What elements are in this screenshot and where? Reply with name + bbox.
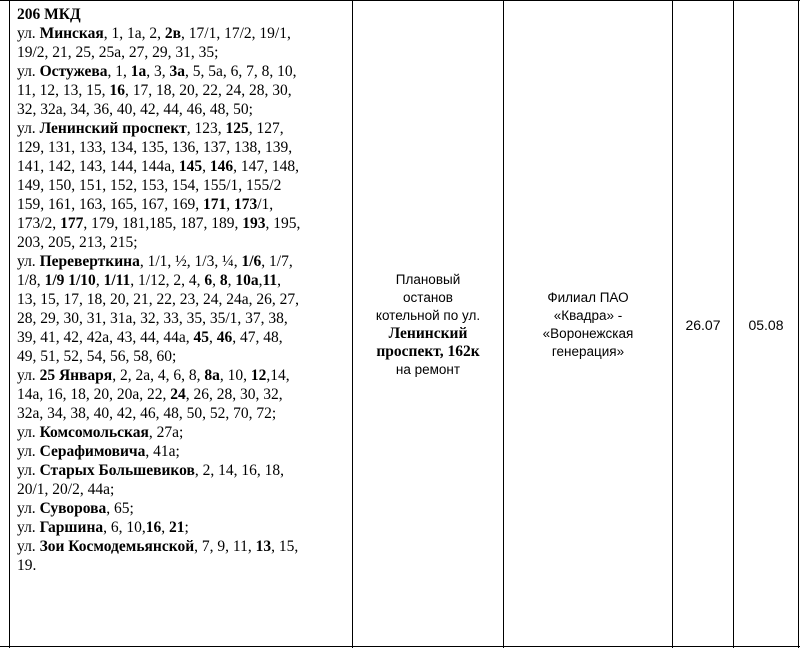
address-bold-part: 6 — [204, 272, 213, 289]
address-line — [17, 271, 352, 290]
address-line — [17, 138, 352, 157]
address-bold-part: 21 — [169, 519, 185, 536]
address-text-part: 129, 131, 133, 134, 135, 136, 137, 138, 139, — [17, 139, 293, 156]
address-text-part: ул. — [17, 462, 40, 479]
address-line — [17, 461, 352, 480]
organization-name: Филиал ПАО — [547, 289, 629, 305]
address-line — [17, 423, 352, 442]
address-bold-part: Минская — [39, 25, 104, 42]
address-bold-part: 8 — [219, 272, 228, 289]
organization-name: «Воронежская — [542, 325, 634, 341]
address-line — [17, 157, 352, 176]
address-text-part: 19/2, 21, 25, 25а, 27, 29, 31, 35; — [17, 44, 219, 61]
address-bold-part: Старых Большевиков — [39, 462, 195, 479]
address-bold-part: 11 — [262, 272, 278, 289]
address-line — [17, 43, 352, 62]
address-text-part: , 15, — [271, 538, 299, 555]
address-line — [17, 233, 352, 252]
address-bold-part: Комсомольская — [39, 424, 149, 441]
reason-text: котельной по ул. — [375, 307, 481, 323]
address-line — [17, 556, 352, 575]
address-text-part: , 1, — [107, 63, 131, 80]
address-line — [17, 5, 352, 24]
address-text-part: 49, 51, 52, 54, 56, 58, 60; — [17, 348, 177, 365]
address-bold-part: 2в — [164, 25, 182, 42]
reason-street: проспект, 162к — [376, 342, 480, 360]
address-text-part: 159, 161, 163, 165, 167, 169, — [17, 196, 203, 213]
address-text-part: , — [258, 272, 263, 289]
address-bold-part: 125 — [225, 120, 249, 137]
address-text-part: , 127, — [248, 120, 284, 137]
address-text-part: 14а, 16, 18, 20, 20а, 22, — [17, 386, 171, 403]
address-text-part: ул. — [17, 253, 40, 270]
address-text-part: , — [202, 158, 210, 175]
address-bold-part: 146 — [209, 158, 234, 175]
address-text-part: , 2, 14, 16, 18, — [194, 462, 284, 479]
address-bold-part: 45 — [193, 329, 210, 346]
address-text-part: , — [227, 272, 236, 289]
address-bold-part: Остужева — [39, 63, 108, 80]
address-text-part: ул. — [17, 25, 40, 42]
address-bold-part: 8а — [204, 367, 220, 384]
address-text-part: , 17/1, 17/2, 19/1, — [181, 25, 291, 42]
address-line — [17, 119, 352, 138]
address-text-part: , — [161, 519, 170, 536]
address-text-part: , 1/12, 2, 4, — [130, 272, 205, 289]
address-text-part: 173/2, — [17, 215, 61, 232]
address-text-part: , 179, 181,185, 187, 189, — [83, 215, 243, 232]
address-text-part: ул. — [17, 424, 40, 441]
address-bold-part: 193 — [242, 215, 266, 232]
address-text-part: ул. — [17, 367, 40, 384]
address-text-part: , 1/7, — [261, 253, 293, 270]
address-text-part: ,14, — [266, 367, 290, 384]
address-bold-part: 16 — [109, 82, 125, 99]
address-text-part: , 41а; — [145, 443, 180, 460]
address-bold-part: 1/11 — [103, 272, 131, 289]
address-bold-part: 1/9 — [44, 272, 65, 289]
address-text-part: , — [277, 272, 281, 289]
address-line — [17, 518, 352, 537]
address-bold-part: 10а — [235, 272, 259, 289]
address-text-part: , 47, 48, — [232, 329, 283, 346]
address-line — [17, 442, 352, 461]
address-bold-part: 25 Января — [39, 367, 113, 384]
address-bold-part: Гаршина — [39, 519, 104, 536]
reason-text: останов — [403, 289, 453, 305]
address-bold-part: 177 — [60, 215, 84, 232]
address-text-part: ул. — [17, 538, 40, 555]
address-bold-part: 12 — [250, 367, 267, 384]
address-bold-part: 24 — [170, 386, 186, 403]
table-border-right — [798, 1, 799, 648]
address-line — [17, 81, 352, 100]
address-text-part: , 6, 10, — [103, 519, 146, 536]
address-bold-part: 1/10 — [68, 272, 96, 289]
address-text-part: , 2, 2а, 4, 6, 8, — [112, 367, 205, 384]
address-text-part: 141, 142, 143, 144, 144а, — [17, 158, 179, 175]
address-text-part: 11, 12, 13, 15, — [17, 82, 110, 99]
address-text-part: , 65; — [106, 500, 134, 517]
address-text-part: ул. — [17, 120, 40, 137]
address-line — [17, 252, 352, 271]
address-text-part: , 195, — [265, 215, 301, 232]
address-line — [17, 290, 352, 309]
address-bold-part: 173 — [234, 196, 258, 213]
address-text-part: ул. — [17, 500, 40, 517]
address-text-part: , 10, — [219, 367, 251, 384]
address-text-part: 39, 41, 42, 42а, 43, 44, 44а, — [17, 329, 194, 346]
address-text-part: 1/8, — [17, 272, 45, 289]
address-line — [17, 537, 352, 556]
organization-cell — [504, 1, 672, 648]
address-text-part: , 7, 9, 11, — [194, 538, 256, 555]
address-text-part: ; — [184, 519, 189, 536]
address-text-part: , 1/1, ½, 1/3, ¼, — [139, 253, 242, 270]
address-bold-part: 16 — [145, 519, 162, 536]
address-line — [17, 404, 352, 423]
address-bold-part: Зои Космодемьянской — [39, 538, 195, 555]
address-text-part: , — [212, 272, 220, 289]
address-bold-part: 145 — [178, 158, 203, 175]
address-line — [17, 195, 352, 214]
address-text-part: , 123, — [186, 120, 226, 137]
address-bold-part: Суворова — [39, 500, 107, 517]
address-bold-part: 1/6 — [241, 253, 262, 270]
outage-reason-cell — [353, 1, 503, 648]
reason-street: Ленинский — [388, 324, 468, 342]
address-text-part: ул. — [17, 443, 40, 460]
address-bold-part: Переверткина — [39, 253, 140, 270]
address-line — [17, 347, 352, 366]
address-bold-part: Ленинский проспект — [39, 120, 187, 137]
address-text-part: , — [209, 329, 217, 346]
address-list-cell — [10, 1, 352, 648]
address-text-part: 28, 29, 30, 31, 31а, 32, 33, 35, 35/1, 37, 38, — [17, 310, 288, 327]
address-text-part: , 27а; — [148, 424, 184, 441]
address-text-part: 149, 150, 151, 152, 153, 154, 155/1, 155/2 — [17, 177, 282, 194]
address-text-part: , — [226, 196, 234, 213]
address-text-part: , 147, 148, — [233, 158, 300, 175]
address-text-part: 13, 15, 17, 18, 20, 21, 22, 23, 24, 24а, 26, 27, — [17, 291, 300, 308]
reason-text: Плановый — [395, 271, 461, 287]
address-line — [17, 366, 352, 385]
address-line — [17, 328, 352, 347]
address-line — [17, 385, 352, 404]
address-bold-part: Серафимовича — [39, 443, 146, 460]
date-to-cell — [734, 1, 798, 648]
address-line — [17, 480, 352, 499]
address-text-part: 32а, 34, 38, 40, 42, 46, 48, 50, 52, 70, 72; — [17, 405, 277, 422]
address-text-part: 203, 205, 213, 215; — [17, 234, 138, 251]
organization-name: генерация» — [551, 343, 625, 359]
address-bold-part: 206 МКД — [17, 6, 81, 23]
address-bold-part: 1а — [130, 63, 147, 80]
address-line — [17, 100, 352, 119]
date-from-cell — [673, 1, 733, 648]
address-line — [17, 214, 352, 233]
address-text-part: , 26, 28, 30, 32, — [185, 386, 283, 403]
address-bold-part: 46 — [216, 329, 233, 346]
date-from: 26.07 — [685, 316, 721, 333]
address-line — [17, 309, 352, 328]
address-line — [17, 62, 352, 81]
address-text-part: , 5, 5а, 6, 7, 8, 10, — [185, 63, 297, 80]
reason-text: на ремонт — [395, 361, 461, 377]
address-bold-part: 171 — [203, 196, 227, 213]
address-bold-part: 13 — [255, 538, 272, 555]
address-text-part: , 1, 1а, 2, — [103, 25, 165, 42]
address-text-part: 19. — [17, 557, 37, 574]
address-text-part: 32, 32а, 34, 36, 40, 42, 44, 46, 48, 50; — [17, 101, 253, 118]
address-line — [17, 176, 352, 195]
address-text-part: , 17, 18, 20, 22, 24, 28, 30, — [124, 82, 292, 99]
address-text-part: /1, — [257, 196, 274, 213]
address-text-part: , — [95, 272, 104, 289]
address-line — [17, 499, 352, 518]
address-line — [17, 24, 352, 43]
address-text-part: , 3, — [146, 63, 170, 80]
organization-name: «Квадра» - — [553, 307, 623, 323]
address-text-part: ул. — [17, 63, 40, 80]
address-bold-part: 3а — [169, 63, 185, 80]
address-text-part: 20/1, 20/2, 44а; — [17, 481, 115, 498]
date-to: 05.08 — [748, 316, 784, 333]
address-text-part: ул. — [17, 519, 40, 536]
